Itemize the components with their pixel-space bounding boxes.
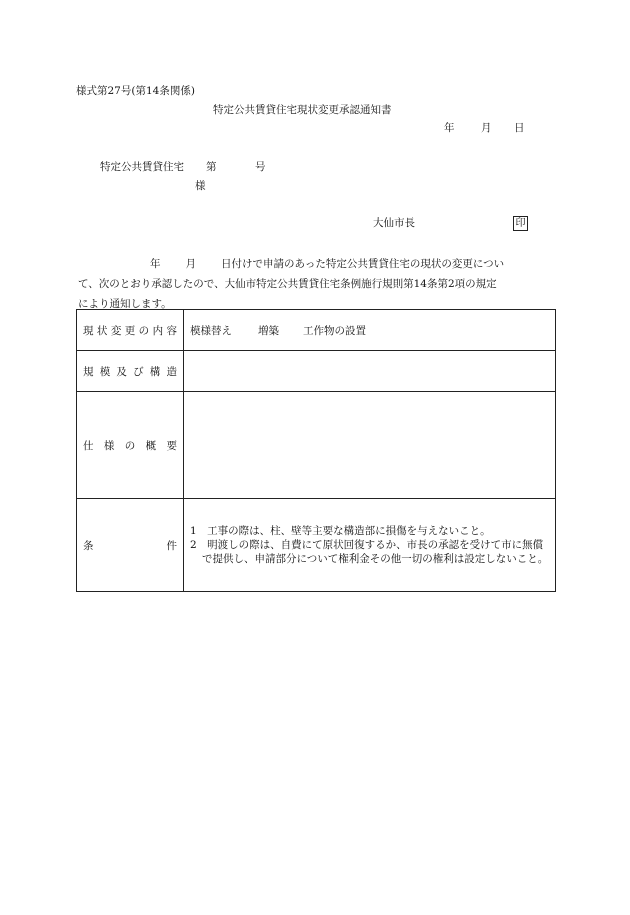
change-content-options bbox=[184, 310, 556, 351]
spec-overview-value bbox=[184, 392, 556, 499]
body-month: 月 bbox=[185, 258, 196, 270]
row-label-conditions: 条件 bbox=[83, 539, 177, 552]
row-label-spec-overview: 仕様の概要 bbox=[83, 439, 177, 452]
table-row-scale-structure bbox=[77, 351, 556, 392]
table-row-change-content bbox=[77, 310, 556, 351]
condition-item: 2 明渡しの際は、自費にて原状回復するか、市長の承認を受けて市に無償で提供し、申請部分について権利金その他一切の権利は設定しないこと。 bbox=[190, 539, 549, 565]
scale-structure-value bbox=[184, 351, 556, 392]
issuer-name: 大仙市長 bbox=[373, 217, 415, 229]
header-date-year: 年 bbox=[444, 122, 455, 134]
seal-mark: 印 bbox=[513, 216, 528, 231]
recipient-number-suffix: 号 bbox=[255, 161, 266, 173]
row-label-scale-structure: 規模及び構造 bbox=[83, 365, 177, 378]
recipient-honorific: 様 bbox=[195, 180, 206, 192]
recipient-number-prefix: 第 bbox=[206, 161, 217, 173]
approval-table bbox=[76, 309, 556, 592]
header-date-month: 月 bbox=[481, 122, 492, 134]
recipient-housing-label: 特定公共賃貸住宅 bbox=[100, 161, 184, 173]
option-remodel: 模様替え bbox=[190, 324, 232, 337]
document-title: 特定公共賃貸住宅現状変更承認通知書 bbox=[213, 104, 392, 116]
option-extension: 増築 bbox=[258, 324, 279, 337]
table-row-conditions bbox=[77, 499, 556, 592]
conditions-value bbox=[184, 499, 556, 592]
header-date-day: 日 bbox=[514, 122, 525, 134]
form-number: 様式第27号(第14条関係) bbox=[76, 85, 195, 97]
row-label-change-content: 現状変更の内容 bbox=[83, 324, 177, 337]
body-line3: により通知します。 bbox=[78, 298, 172, 310]
option-structure-installation: 工作物の設置 bbox=[303, 324, 366, 337]
body-line1: 日付けで申請のあった特定公共賃貸住宅の現状の変更につい bbox=[221, 258, 505, 270]
condition-item: 1 工事の際は、柱、壁等主要な構造部に損傷を与えないこと。 bbox=[190, 525, 491, 537]
body-year: 年 bbox=[150, 258, 161, 270]
notice-body bbox=[76, 254, 556, 314]
body-line2: て、次のとおり承認したので、大仙市特定公共賃貸住宅条例施行規則第14条第2項の規定 bbox=[78, 278, 497, 290]
table-row-spec-overview bbox=[77, 392, 556, 499]
